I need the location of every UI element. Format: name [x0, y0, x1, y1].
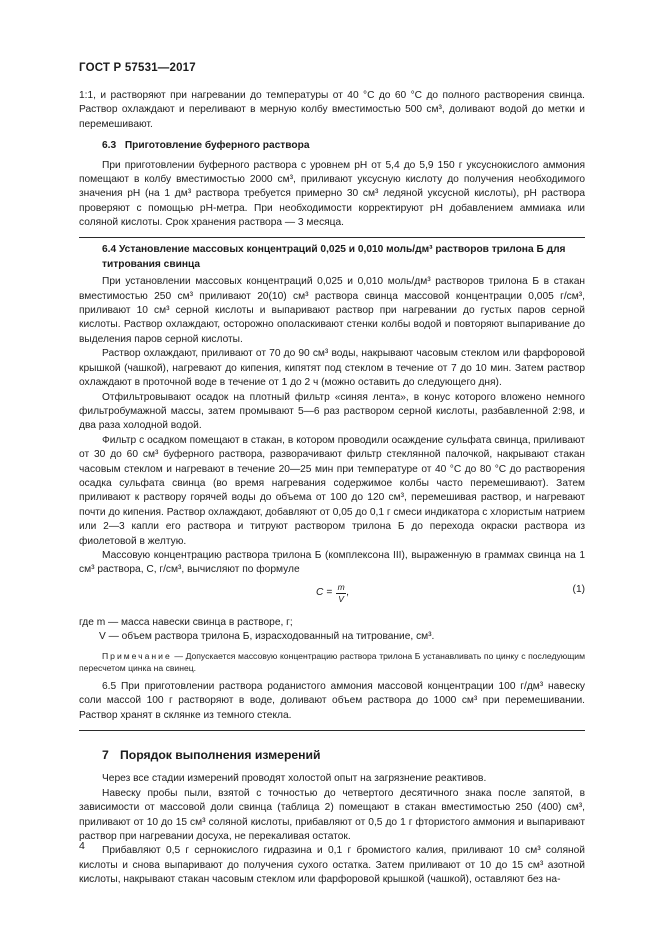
note-text: — Допускается массовую концентрацию раствора трилона Б устанавливать по цинку с последующим пересчетом цинка на свинец. [79, 650, 585, 673]
where-line-1: где m — масса навески свинца в растворе, г; [79, 616, 293, 628]
formula-expression [316, 583, 349, 604]
note-label: Примечание [102, 650, 172, 661]
section-6-4-heading: 6.4 Установление массовых концентраций 0,025 и 0,010 моль/дм³ растворов трилона Б для титрования свинца [102, 244, 566, 270]
section-7-heading [79, 748, 585, 762]
section-6-4-paragraph-5: Массовую концентрацию раствора трилона Б (комплексона III), выраженную в граммах свинца на 1 см³ раствора, C, г/см³, вычисляют по формуле [79, 549, 585, 576]
section-7-paragraph-1: Через все стадии измерений проводят холостой опыт на загрязнение реактивов. [102, 773, 487, 785]
section-title: Приготовление буферного раствора [124, 140, 310, 152]
formula-tail: , [346, 587, 349, 599]
document-body [79, 89, 585, 888]
section-number: 7 [102, 748, 109, 763]
note-paragraph [79, 650, 585, 674]
section-title: Порядок выполнения измерений [120, 748, 321, 763]
section-number: 6.3 [102, 140, 117, 152]
formula-denominator: V [338, 593, 344, 604]
divider [79, 730, 585, 731]
section-6-4-paragraph-3: Отфильтровывают осадок на плотный фильтр «синяя лента», в конус которого вложено немного фильтробумажной массы, затем промывают 5—6 раз раствором серной кислоты, разбавленной 2:98, и два раза холодной водой. [79, 391, 585, 432]
section-6-4-paragraph-2: Раствор охлаждают, приливают от 70 до 90 см³ воды, накрывают часовым стеклом или фарфоровой крышкой (чашкой), нагревают до кипения, кипятят под стеклом в течение от 7 до 10 мин. Затем раствор охлаждают в проточной воде в течение от 1 до 2 ч (можно оставить до следующего дня). [79, 348, 585, 389]
section-6-4-paragraph-4: Фильтр с осадком помещают в стакан, в котором проводили осаждение сульфата свинца, приливают от 30 до 60 см³ буферного раствора, разворачивают фильтр стеклянной палочкой, накрывают стакан часовым стеклом и нагревают в течение 20—25 мин при температуре от 40 °С до 80 °С до растворения осадка сульфата свинца (во время нагревания содержимое колбы часто перемешивают). Затем приливают к раствору горячей воды до объема от 100 до 120 см³, перемешивая раствор, и нагревают почти до кипения. Раствор охлаждают, добавляют от 0,05 до 0,1 г смеси индикатора с хлористым натрием или 2—3 капли его раствора и титруют раствором трилона Б до перехода окраски раствора из фиолетовой в желтую. [79, 434, 585, 547]
formula-1 [79, 579, 585, 613]
formula-numerator: m [337, 581, 345, 592]
section-7-paragraph-2: Навеску пробы пыли, взятой с точностью до четвертого десятичного знака после запятой, в зависимости от массовой доли свинца (таблица 2) помещают в стакан вместимостью 250 (400) см³, приливают от 10 до 15 см³ соляной кислоты, прибавляют от 0,5 до 1 г фтористого аммония и выпаривают раствор при нагревании досуха, не перекаливая остаток. [79, 787, 585, 843]
section-6-4-paragraph-1: При установлении массовых концентраций 0,025 и 0,010 моль/дм³ растворов трилона Б в стакан вместимостью 250 см³ приливают 20(10) см³ раствора свинца массовой концентрации 0,005 г/см³, приливают 10 см³ серной кислоты и выпаривают раствор при нагревании до густых паров серной кислоты. Раствор охлаждают, осторожно ополаскивают стенки колбы водой и повторяют выпаривание до выделения паров серной кислоты. [79, 276, 585, 345]
section-6-3-text: При приготовлении буферного раствора с уровнем рН от 5,4 до 5,9 150 г уксуснокислого аммония помещают в колбу вместимостью 2000 см³, приливают уксусную кислоту до получения необходимого значения рН (на 1 дм³ раствора требуется примерно 30 см³ ледяной уксусной кислоты), рН раствора проверяют с помощью рН-метра. При необходимости корректируют рН добавлением аммиака или соляной кислоты. Срок хранения раствора — 3 месяца. [79, 159, 585, 229]
formula-number: (1) [572, 583, 585, 595]
formula-fraction [336, 583, 346, 604]
document-code-header: ГОСТ Р 57531—2017 [79, 62, 196, 74]
formula-lhs: C = [316, 587, 333, 599]
where-line-2: V — объем раствора трилона Б, израсходованный на титрование, см³. [99, 631, 435, 643]
section-6-3-heading [79, 139, 585, 153]
section-6-5-text: 6.5 При приготовлении раствора роданистого аммония массовой концентрации 100 г/дм³ навеску соли массой 100 г растворяют в воде, доливают объем раствора до 1000 см³ при перемешивании. Раствор хранят в склянке из темного стекла. [79, 681, 585, 721]
paragraph-intro: 1:1, и растворяют при нагревании до температуры от 40 °С до 60 °С до полного растворения свинца. Раствор охлаждают и переливают в мерную колбу вместимостью 500 см³, доливают водой до метки и перемешивают. [79, 90, 585, 130]
divider [79, 237, 585, 238]
section-7-paragraph-3: Прибавляют 0,5 г сернокислого гидразина и 0,1 г бромистого калия, приливают 10 см³ соляной кислоты и снова выпаривают до получения сухого остатка. Затем приливают от 10 до 15 см³ азотной кислоты, накрывают стакан часовым стеклом или фарфоровой крышкой (чашкой), оставляют без на- [79, 845, 585, 886]
page-number: 4 [79, 840, 85, 852]
